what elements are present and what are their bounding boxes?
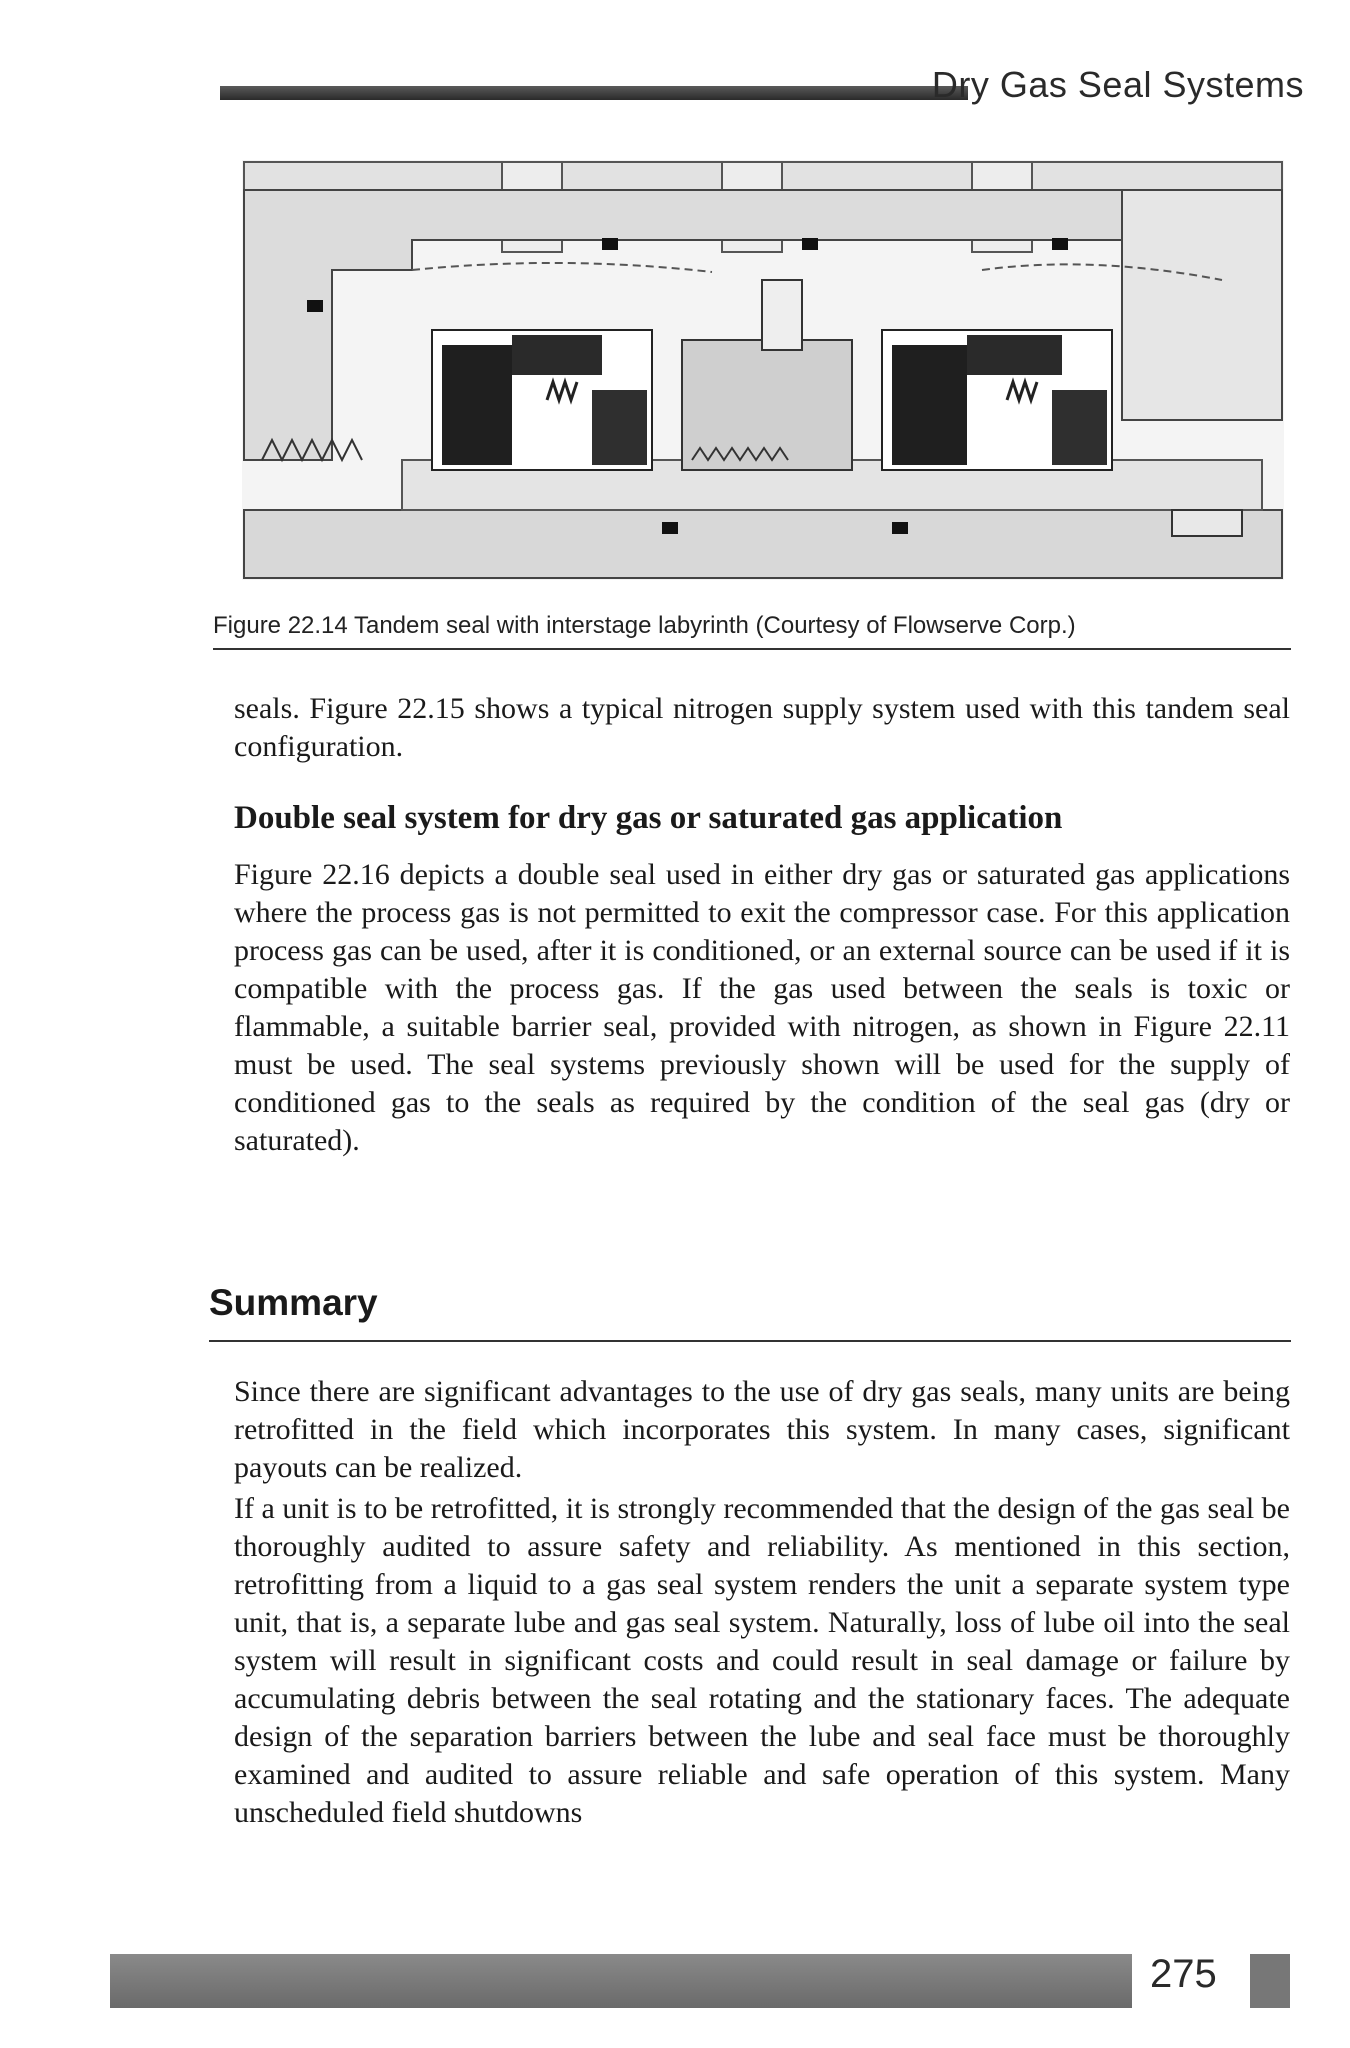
figure-tandem-seal-drawing (242, 160, 1284, 580)
figure-caption: Figure 22.14 Tandem seal with interstage labyrinth (Courtesy of Flowserve Corp.) (213, 612, 1076, 639)
body-paragraph-2: Figure 22.16 depicts a double seal used in either dry gas or saturated gas applications where the process gas is not permitted to exit the compressor case. For this application process gas can be used, after it is conditioned, or an external source can be used if it is compatible with the process gas. If the gas used between the seals is toxic or flammable, a suitable barrier seal, provided with nitrogen, as shown in Figure 22.11 must be used. The seal systems previously shown will be used for the supply of conditioned gas to the seals as required by the condition of the seal gas (dry or saturated). (234, 858, 1290, 1157)
section-rule (209, 1340, 1291, 1342)
caption-rule (213, 648, 1291, 650)
section-title-summary: Summary (209, 1282, 378, 1323)
summary-paragraph-1: Since there are significant advantages to the use of dry gas seals, many units are being retrofitted in the field which incorporates this system. In many cases, significant payouts can be realized. (234, 1375, 1290, 1484)
footer-bar (110, 1954, 1132, 2008)
header-rule (220, 86, 968, 100)
seal-cross-section-drawing (242, 160, 1284, 580)
summary-paragraph-2: If a unit is to be retrofitted, it is strongly recommended that the design of the gas seal be thoroughly audited to assure safety and reliability. As mentioned in this section, retrofitting from a liquid to a gas seal system renders the unit a separate system type unit, that is, a separate lube and gas seal system. Naturally, loss of lube oil into the seal system will result in significant costs and could result in seal damage or failure by accumulating debris between the seal rotating and the stationary faces. The adequate design of the separation barriers between the lube and seal face must be thoroughly examined and audited to assure reliable and safe operation of this system. Many unscheduled field shutdowns (234, 1492, 1290, 1829)
subheading: Double seal system for dry gas or saturated gas application (234, 800, 1063, 836)
body-paragraph-1: seals. Figure 22.15 shows a typical nitrogen supply system used with this tandem seal configuration. (234, 692, 1290, 763)
running-head: Dry Gas Seal Systems (931, 64, 1304, 105)
page-tab (1250, 1954, 1290, 2008)
page-number: 275 (1150, 1952, 1217, 1996)
